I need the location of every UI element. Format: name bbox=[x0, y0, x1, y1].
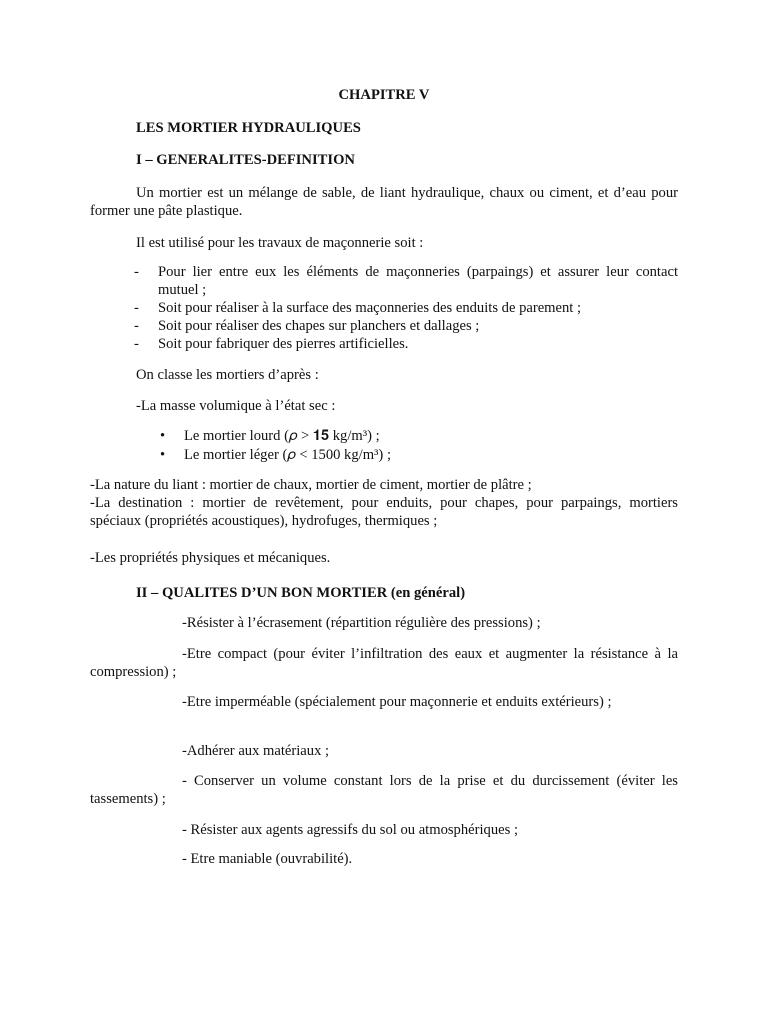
dash-marker: - bbox=[134, 300, 139, 316]
definition-paragraph: Un mortier est un mélange de sable, de liant hydraulique, chaux ou ciment, et d’eau pour former une pâte plastique. bbox=[90, 185, 678, 219]
use-item-text: Soit pour réaliser à la surface des maçonneries des enduits de parement ; bbox=[158, 300, 582, 316]
use-item-text: Pour lier entre eux les éléments de maçonneries (parpaings) et assurer leur contact mutuel ; bbox=[158, 264, 678, 298]
mass-item-text: Le mortier lourd (𝜌 > 𝟏𝟓 kg/m³) ; bbox=[184, 428, 380, 444]
mass-item-text: Le mortier léger (𝜌 < 1500 kg/m³) ; bbox=[184, 447, 391, 463]
chapter-heading: CHAPITRE V bbox=[338, 87, 430, 103]
criterion-properties: -Les propriétés physiques et mécaniques. bbox=[90, 550, 331, 566]
bullet-icon: • bbox=[160, 428, 166, 444]
quality-item: -Etre compact (pour éviter l’infiltration des eaux et augmenter la résistance à la compression) ; bbox=[90, 646, 678, 680]
criterion-destination: -La destination : mortier de revêtement, pour enduits, pour chapes, pour parpaings, mortiers spéciaux (propriétés acoustiques), hydrofuges, thermiques ; bbox=[90, 495, 678, 529]
dash-marker: - bbox=[134, 318, 139, 334]
quality-item: -Adhérer aux matériaux ; bbox=[182, 743, 330, 759]
criterion-liant: -La nature du liant : mortier de chaux, mortier de ciment, mortier de plâtre ; bbox=[90, 477, 532, 493]
use-item bbox=[136, 299, 678, 317]
quality-item: -Résister à l’écrasement (répartition régulière des pressions) ; bbox=[182, 615, 541, 631]
bullet-icon: • bbox=[160, 447, 166, 463]
quality-item: - Résister aux agents agressifs du sol ou atmosphériques ; bbox=[182, 822, 518, 838]
section2-heading: II – QUALITES D’UN BON MORTIER (en général) bbox=[136, 585, 466, 601]
mass-item bbox=[160, 427, 660, 445]
use-item-text: Soit pour fabriquer des pierres artificielles. bbox=[158, 336, 409, 352]
mass-intro: -La masse volumique à l’état sec : bbox=[136, 398, 336, 414]
quality-item: - Etre maniable (ouvrabilité). bbox=[182, 851, 353, 867]
classify-intro: On classe les mortiers d’après : bbox=[136, 367, 319, 383]
dash-marker: - bbox=[134, 336, 139, 352]
use-item-text: Soit pour réaliser des chapes sur planchers et dallages ; bbox=[158, 318, 480, 334]
use-item bbox=[136, 317, 678, 335]
use-item bbox=[136, 335, 678, 353]
section1-heading: I – GENERALITES-DEFINITION bbox=[136, 152, 355, 168]
quality-item: - Conserver un volume constant lors de la prise et du durcissement (éviter les tassements) ; bbox=[90, 773, 678, 807]
mass-item bbox=[160, 446, 660, 464]
usage-intro: Il est utilisé pour les travaux de maçonnerie soit : bbox=[136, 235, 424, 251]
chapter-title: LES MORTIER HYDRAULIQUES bbox=[136, 120, 361, 136]
quality-item: -Etre imperméable (spécialement pour maçonnerie et enduits extérieurs) ; bbox=[182, 694, 612, 710]
use-item bbox=[136, 263, 678, 299]
dash-marker: - bbox=[134, 264, 139, 280]
